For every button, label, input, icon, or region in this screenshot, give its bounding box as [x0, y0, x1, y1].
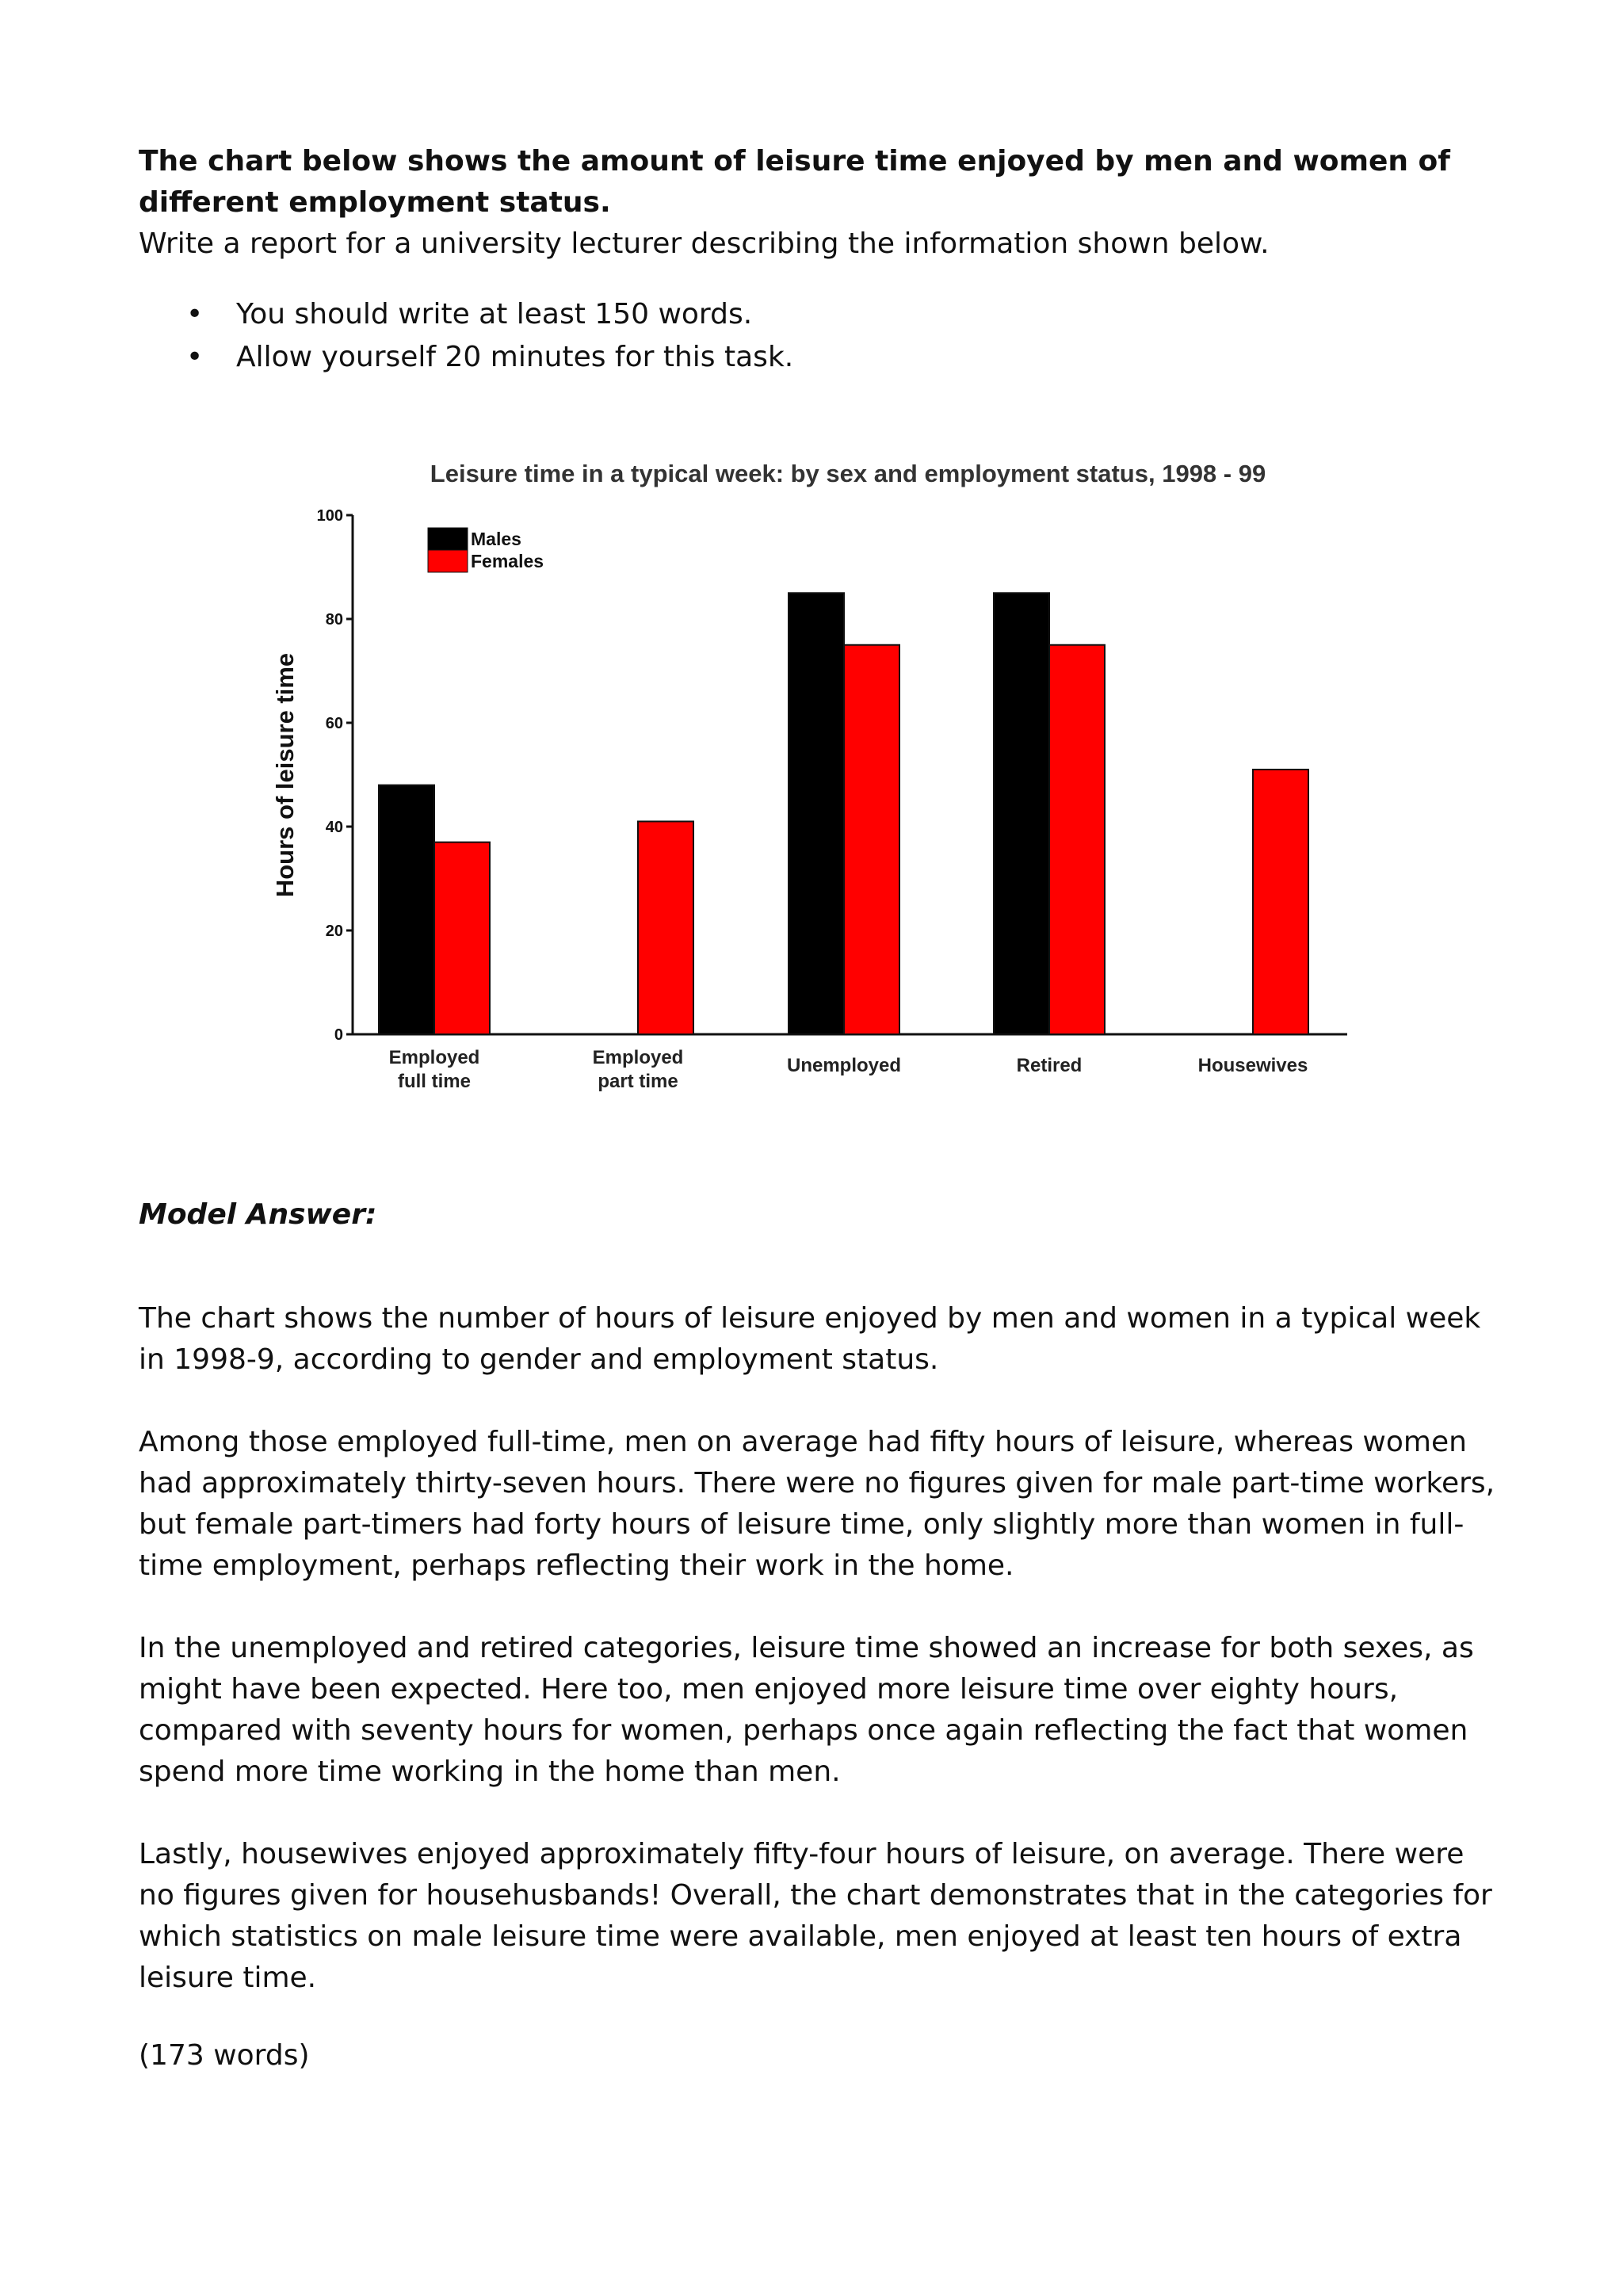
- y-tick-label: 60: [325, 715, 343, 732]
- x-tick-label: full time: [397, 1071, 472, 1092]
- x-tick-label: Retired: [1016, 1055, 1083, 1076]
- female-bar: [1049, 645, 1105, 1034]
- y-tick-label: 20: [325, 923, 343, 940]
- x-tick-label: Housewives: [1197, 1055, 1308, 1076]
- female-bar: [1253, 770, 1308, 1034]
- female-bar: [434, 842, 490, 1034]
- task-instruction: Write a report for a university lecturer describing the information shown below.: [139, 227, 1270, 260]
- x-tick-label: Employed: [388, 1047, 480, 1068]
- chart-svg: [262, 444, 1387, 1110]
- bullet-item: [139, 293, 1502, 336]
- x-tick-label: Unemployed: [786, 1055, 902, 1076]
- male-bar: [379, 785, 434, 1034]
- y-tick-label: 40: [325, 819, 343, 836]
- answer-paragraph: In the unemployed and retired categories, leisure time showed an increase for both sexes, as might have been expected. Here too, men enjoyed more leisure time over eighty hours, compared with seventy hours for women, perhaps once again reflecting the fact that women spend more time working in the home than men.: [139, 1632, 1474, 1788]
- task-bullets: [139, 293, 1502, 379]
- bullet-text: Allow yourself 20 minutes for this task.: [236, 341, 794, 373]
- legend-swatch: [428, 528, 468, 550]
- y-tick-label: 80: [325, 611, 343, 628]
- bullet-text: You should write at least 150 words.: [236, 298, 753, 330]
- chart-title: Leisure time in a typical week: by sex and employment status, 1998 - 99: [430, 460, 1266, 487]
- model-answer-heading: Model Answer:: [139, 1198, 377, 1231]
- bullet-icon: •: [186, 341, 204, 373]
- answer-paragraph: Among those employed full-time, men on average had fifty hours of leisure, whereas women had approximately thirty-seven hours. There were no figures given for male part-time workers, but female part-timers had forty hours of leisure time, only slightly more than women in full-time employment, perhaps reflecting their work in the home.: [139, 1426, 1495, 1582]
- x-tick-label: part time: [598, 1071, 678, 1092]
- female-bar: [638, 821, 693, 1034]
- male-bar: [789, 593, 844, 1034]
- bullet-item: [139, 336, 1502, 379]
- word-count: (173 words): [139, 2039, 310, 2072]
- female-bar: [844, 645, 899, 1034]
- male-bar: [994, 593, 1049, 1034]
- model-answer: [139, 1298, 1502, 2118]
- x-tick-label: Employed: [592, 1047, 684, 1068]
- bullet-icon: •: [186, 298, 204, 330]
- task-section: [139, 141, 1502, 379]
- answer-paragraph: Lastly, housewives enjoyed approximately fifty-four hours of leisure, on average. There were no figures given for househusbands! Overall, the chart demonstrates that in the categories for which statistics on male leisure time were available, men enjoyed at least ten hours of extra leisure time.: [139, 1838, 1492, 1994]
- task-heading: The chart below shows the amount of leisure time enjoyed by men and women of different employment status.: [139, 145, 1450, 219]
- legend-swatch: [428, 550, 468, 572]
- y-tick-label: 100: [316, 507, 343, 525]
- legend-label: Males: [471, 529, 521, 549]
- y-tick-label: 0: [334, 1026, 343, 1044]
- legend-label: Females: [471, 551, 544, 571]
- y-axis-label: Hours of leisure time: [271, 652, 299, 898]
- answer-paragraph: The chart shows the number of hours of leisure enjoyed by men and women in a typical week in 1998-9, according to gender and employment status.: [139, 1302, 1481, 1376]
- bar-chart: [262, 444, 1387, 1110]
